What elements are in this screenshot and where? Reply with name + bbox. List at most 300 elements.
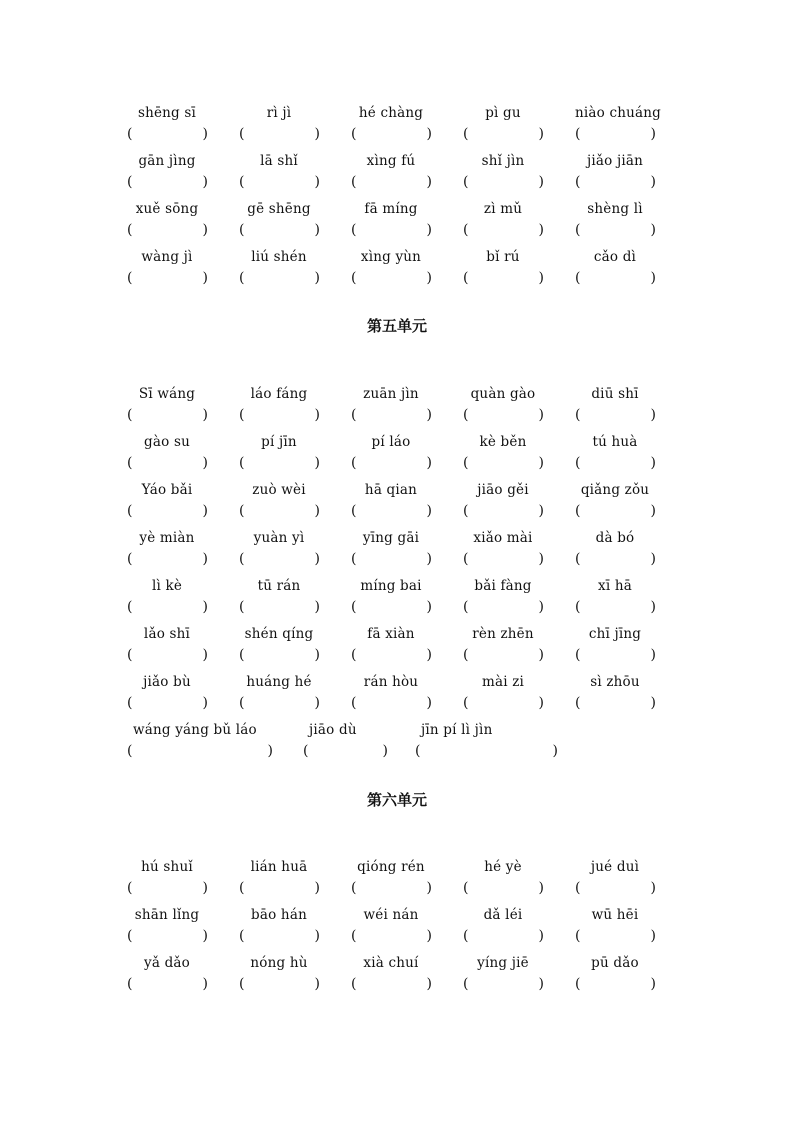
pinyin-label: niào chuáng: [575, 105, 662, 121]
answer-blank[interactable]: [351, 453, 432, 473]
close-bracket: ): [202, 455, 208, 471]
word-row: [127, 152, 672, 200]
open-bracket: (: [351, 976, 357, 992]
open-bracket: (: [351, 928, 357, 944]
answer-blank[interactable]: [127, 220, 208, 240]
open-bracket: (: [127, 407, 133, 423]
pinyin-label: jiāo gěi: [477, 482, 529, 498]
word-row: [127, 625, 672, 673]
answer-blank[interactable]: [575, 974, 656, 994]
close-bracket: ): [202, 174, 208, 190]
close-bracket: ): [426, 976, 432, 992]
answer-blank[interactable]: [239, 926, 320, 946]
word-row: [127, 858, 672, 906]
pinyin-label: xiǎo mài: [473, 530, 533, 546]
close-bracket: ): [538, 174, 544, 190]
pinyin-label: shān lǐng: [134, 907, 200, 923]
close-bracket: ): [426, 647, 432, 663]
pinyin-label: zuān jìn: [363, 386, 419, 402]
close-bracket: ): [202, 880, 208, 896]
pinyin-label: lā shǐ: [260, 153, 298, 169]
open-bracket: (: [127, 976, 133, 992]
pinyin-label: xī hā: [598, 578, 632, 594]
pinyin-label: lì kè: [151, 578, 183, 594]
pinyin-label: dǎ léi: [483, 907, 523, 923]
answer-blank[interactable]: [239, 645, 320, 665]
answer-blank[interactable]: [351, 124, 432, 144]
answer-blank[interactable]: [463, 878, 544, 898]
open-bracket: (: [351, 503, 357, 519]
close-bracket: ): [426, 503, 432, 519]
pinyin-label: jué duì: [590, 859, 640, 875]
answer-blank[interactable]: [575, 172, 656, 192]
open-bracket: (: [463, 270, 469, 286]
open-bracket: (: [351, 126, 357, 142]
pinyin-label: rán hòu: [363, 674, 419, 690]
pinyin-label: pū dǎo: [591, 955, 639, 971]
open-bracket: (: [575, 695, 581, 711]
open-bracket: (: [127, 503, 133, 519]
answer-blank[interactable]: [575, 645, 656, 665]
answer-blank[interactable]: [575, 926, 656, 946]
close-bracket: ): [650, 695, 656, 711]
close-bracket: ): [538, 647, 544, 663]
open-bracket: (: [127, 455, 133, 471]
answer-blank[interactable]: [463, 597, 544, 617]
close-bracket: ): [314, 126, 320, 142]
close-bracket: ): [650, 599, 656, 615]
close-bracket: ): [650, 455, 656, 471]
open-bracket: (: [575, 503, 581, 519]
pinyin-label: kè běn: [479, 434, 527, 450]
close-bracket: ): [426, 599, 432, 615]
pinyin-label: yuàn yì: [253, 530, 305, 546]
open-bracket: (: [351, 455, 357, 471]
close-bracket: ): [202, 503, 208, 519]
close-bracket: ): [314, 551, 320, 567]
close-bracket: ): [426, 695, 432, 711]
pinyin-label: shén qíng: [244, 626, 314, 642]
open-bracket: (: [463, 928, 469, 944]
word-row: [127, 577, 672, 625]
answer-blank[interactable]: [463, 124, 544, 144]
open-bracket: (: [351, 222, 357, 238]
open-bracket: (: [239, 695, 245, 711]
pinyin-label: sì zhōu: [590, 674, 640, 690]
answer-blank[interactable]: [351, 501, 432, 521]
answer-blank[interactable]: [351, 172, 432, 192]
close-bracket: ): [314, 976, 320, 992]
answer-blank[interactable]: [351, 220, 432, 240]
answer-blank[interactable]: [415, 741, 558, 761]
pinyin-label: wáng yáng bǔ láo: [133, 722, 257, 738]
answer-blank[interactable]: [463, 693, 544, 713]
pinyin-label: láo fáng: [250, 386, 308, 402]
open-bracket: (: [239, 174, 245, 190]
answer-blank[interactable]: [127, 974, 208, 994]
open-bracket: (: [463, 407, 469, 423]
open-bracket: (: [239, 270, 245, 286]
close-bracket: ): [538, 551, 544, 567]
close-bracket: ): [426, 126, 432, 142]
pinyin-label: Sī wáng: [138, 386, 196, 402]
open-bracket: (: [351, 647, 357, 663]
open-bracket: (: [351, 174, 357, 190]
close-bracket: ): [314, 455, 320, 471]
close-bracket: ): [426, 455, 432, 471]
answer-blank[interactable]: [127, 878, 208, 898]
answer-blank[interactable]: [351, 974, 432, 994]
close-bracket: ): [650, 928, 656, 944]
close-bracket: ): [314, 880, 320, 896]
close-bracket: ): [202, 551, 208, 567]
open-bracket: (: [575, 407, 581, 423]
close-bracket: ): [314, 174, 320, 190]
answer-blank[interactable]: [127, 926, 208, 946]
open-bracket: (: [575, 126, 581, 142]
open-bracket: (: [351, 551, 357, 567]
answer-blank[interactable]: [351, 268, 432, 288]
open-bracket: (: [463, 503, 469, 519]
word-row: [127, 481, 672, 529]
answer-blank[interactable]: [351, 405, 432, 425]
pinyin-label: jiǎo jiān: [586, 153, 644, 169]
open-bracket: (: [351, 880, 357, 896]
answer-blank[interactable]: [127, 268, 208, 288]
open-bracket: (: [239, 599, 245, 615]
answer-blank[interactable]: [239, 453, 320, 473]
answer-blank[interactable]: [463, 974, 544, 994]
open-bracket: (: [239, 880, 245, 896]
answer-blank[interactable]: [575, 124, 656, 144]
answer-blank[interactable]: [575, 501, 656, 521]
close-bracket: ): [538, 407, 544, 423]
open-bracket: (: [239, 551, 245, 567]
close-bracket: ): [538, 599, 544, 615]
word-row: [127, 673, 672, 721]
answer-blank[interactable]: [463, 501, 544, 521]
close-bracket: ): [538, 270, 544, 286]
word-row: [127, 529, 672, 577]
open-bracket: (: [575, 928, 581, 944]
close-bracket: ): [314, 928, 320, 944]
open-bracket: (: [463, 976, 469, 992]
close-bracket: ): [538, 222, 544, 238]
pinyin-label: hú shuǐ: [141, 859, 193, 875]
close-bracket: ): [426, 928, 432, 944]
close-bracket: ): [552, 743, 558, 759]
answer-blank[interactable]: [127, 597, 208, 617]
pinyin-label: jīn pí lì jìn: [421, 722, 493, 738]
pinyin-label: gào su: [144, 434, 190, 450]
answer-blank[interactable]: [239, 597, 320, 617]
open-bracket: (: [127, 551, 133, 567]
pinyin-label: hā qian: [364, 482, 418, 498]
close-bracket: ): [314, 407, 320, 423]
word-row: [127, 248, 672, 296]
open-bracket: (: [127, 880, 133, 896]
open-bracket: (: [575, 647, 581, 663]
pinyin-label: xìng fú: [366, 153, 416, 169]
open-bracket: (: [127, 647, 133, 663]
pinyin-label: bǎi fàng: [474, 578, 532, 594]
open-bracket: (: [239, 647, 245, 663]
pinyin-label: gē shēng: [247, 201, 311, 217]
pinyin-label: pí jīn: [261, 434, 297, 450]
pinyin-label: dà bó: [595, 530, 635, 546]
answer-blank[interactable]: [239, 878, 320, 898]
word-grid: [127, 104, 672, 296]
answer-blank[interactable]: [351, 645, 432, 665]
answer-blank[interactable]: [575, 268, 656, 288]
open-bracket: (: [239, 455, 245, 471]
pinyin-label: qiǎng zǒu: [580, 482, 650, 498]
pinyin-label: rì jì: [266, 105, 292, 121]
pinyin-label: xià chuí: [363, 955, 419, 971]
open-bracket: (: [575, 880, 581, 896]
close-bracket: ): [426, 270, 432, 286]
pinyin-label: rèn zhēn: [472, 626, 534, 642]
pinyin-label: yīng gāi: [362, 530, 420, 546]
pinyin-label: pì gu: [485, 105, 521, 121]
answer-blank[interactable]: [351, 597, 432, 617]
answer-blank[interactable]: [351, 878, 432, 898]
answer-blank[interactable]: [575, 597, 656, 617]
open-bracket: (: [463, 880, 469, 896]
pinyin-label: qióng rén: [357, 859, 425, 875]
close-bracket: ): [314, 270, 320, 286]
open-bracket: (: [463, 647, 469, 663]
close-bracket: ): [538, 503, 544, 519]
answer-blank[interactable]: [351, 926, 432, 946]
close-bracket: ): [538, 880, 544, 896]
close-bracket: ): [314, 222, 320, 238]
pinyin-label: hé yè: [484, 859, 522, 875]
answer-blank[interactable]: [463, 172, 544, 192]
pinyin-label: shèng lì: [587, 201, 643, 217]
open-bracket: (: [463, 126, 469, 142]
pinyin-label: yíng jiē: [477, 955, 529, 971]
answer-blank[interactable]: [127, 172, 208, 192]
pinyin-label: bāo hán: [251, 907, 307, 923]
answer-blank[interactable]: [463, 645, 544, 665]
answer-blank[interactable]: [239, 405, 320, 425]
answer-blank[interactable]: [239, 693, 320, 713]
pinyin-label: chī jīng: [588, 626, 642, 642]
close-bracket: ): [202, 928, 208, 944]
open-bracket: (: [239, 222, 245, 238]
close-bracket: ): [202, 407, 208, 423]
answer-blank[interactable]: [575, 453, 656, 473]
section-title: 第五单元: [366, 317, 427, 335]
pinyin-label: tū rán: [257, 578, 301, 594]
pinyin-label: wàng jì: [141, 249, 193, 265]
open-bracket: (: [351, 599, 357, 615]
pinyin-label: bǐ rú: [486, 249, 520, 265]
close-bracket: ): [650, 126, 656, 142]
open-bracket: (: [303, 743, 309, 759]
open-bracket: (: [239, 976, 245, 992]
answer-blank[interactable]: [463, 549, 544, 569]
pinyin-label: mài zi: [481, 674, 525, 690]
pinyin-label: wéi nán: [363, 907, 419, 923]
open-bracket: (: [463, 599, 469, 615]
pinyin-label: hé chàng: [358, 105, 424, 121]
answer-blank[interactable]: [127, 693, 208, 713]
open-bracket: (: [127, 695, 133, 711]
pinyin-label: shǐ jìn: [481, 153, 525, 169]
answer-blank[interactable]: [575, 549, 656, 569]
close-bracket: ): [538, 695, 544, 711]
answer-blank[interactable]: [575, 693, 656, 713]
close-bracket: ): [202, 270, 208, 286]
open-bracket: (: [351, 407, 357, 423]
open-bracket: (: [575, 551, 581, 567]
close-bracket: ): [314, 599, 320, 615]
open-bracket: (: [463, 455, 469, 471]
answer-blank[interactable]: [127, 741, 273, 761]
answer-blank[interactable]: [351, 549, 432, 569]
answer-blank[interactable]: [127, 645, 208, 665]
answer-blank[interactable]: [127, 405, 208, 425]
answer-blank[interactable]: [239, 268, 320, 288]
open-bracket: (: [127, 599, 133, 615]
word-row: [127, 906, 672, 954]
close-bracket: ): [650, 174, 656, 190]
answer-blank[interactable]: [239, 974, 320, 994]
answer-blank[interactable]: [239, 172, 320, 192]
section-title: 第六单元: [366, 791, 427, 809]
close-bracket: ): [538, 455, 544, 471]
answer-blank[interactable]: [463, 405, 544, 425]
close-bracket: ): [650, 976, 656, 992]
pinyin-label: huáng hé: [246, 674, 312, 690]
word-row: [127, 385, 672, 433]
pinyin-label: míng bai: [360, 578, 422, 594]
close-bracket: ): [538, 928, 544, 944]
open-bracket: (: [463, 174, 469, 190]
pinyin-label: gān jìng: [138, 153, 196, 169]
open-bracket: (: [239, 928, 245, 944]
pinyin-label: liú shén: [251, 249, 307, 265]
close-bracket: ): [314, 503, 320, 519]
answer-blank[interactable]: [463, 220, 544, 240]
pinyin-label: quàn gào: [470, 386, 536, 402]
open-bracket: (: [239, 407, 245, 423]
open-bracket: (: [575, 976, 581, 992]
open-bracket: (: [127, 743, 133, 759]
answer-blank[interactable]: [127, 501, 208, 521]
close-bracket: ): [650, 551, 656, 567]
close-bracket: ): [650, 880, 656, 896]
close-bracket: ): [538, 126, 544, 142]
open-bracket: (: [127, 270, 133, 286]
pinyin-label: yǎ dǎo: [144, 955, 190, 971]
answer-blank[interactable]: [127, 124, 208, 144]
answer-blank[interactable]: [463, 268, 544, 288]
close-bracket: ): [650, 270, 656, 286]
close-bracket: ): [426, 407, 432, 423]
pinyin-label: shēng sī: [137, 105, 197, 121]
close-bracket: ): [426, 174, 432, 190]
pinyin-label: xìng yùn: [360, 249, 422, 265]
answer-blank[interactable]: [127, 453, 208, 473]
pinyin-label: yè miàn: [139, 530, 195, 546]
close-bracket: ): [267, 743, 273, 759]
answer-blank[interactable]: [575, 405, 656, 425]
answer-blank[interactable]: [239, 549, 320, 569]
pinyin-label: zuò wèi: [252, 482, 306, 498]
pinyin-label: jiāo dù: [309, 722, 357, 738]
answer-blank[interactable]: [351, 693, 432, 713]
pinyin-label: Yáo bǎi: [141, 482, 193, 498]
pinyin-label: pí láo: [371, 434, 411, 450]
pinyin-label: wū hēi: [591, 907, 639, 923]
pinyin-label: jiǎo bù: [143, 674, 191, 690]
answer-blank[interactable]: [463, 453, 544, 473]
open-bracket: (: [127, 126, 133, 142]
open-bracket: (: [575, 222, 581, 238]
answer-blank[interactable]: [303, 741, 388, 761]
word-grid: [127, 858, 672, 1002]
close-bracket: ): [202, 976, 208, 992]
pinyin-label: fā xiàn: [367, 626, 415, 642]
close-bracket: ): [314, 647, 320, 663]
pinyin-label: tú huà: [592, 434, 638, 450]
open-bracket: (: [415, 743, 421, 759]
close-bracket: ): [202, 222, 208, 238]
open-bracket: (: [575, 270, 581, 286]
open-bracket: (: [575, 174, 581, 190]
open-bracket: (: [463, 222, 469, 238]
answer-blank[interactable]: [463, 926, 544, 946]
word-row: [127, 954, 672, 1002]
close-bracket: ): [382, 743, 388, 759]
answer-blank[interactable]: [239, 501, 320, 521]
open-bracket: (: [239, 503, 245, 519]
pinyin-label: cǎo dì: [593, 249, 637, 265]
open-bracket: (: [127, 928, 133, 944]
pinyin-label: nóng hù: [250, 955, 308, 971]
open-bracket: (: [463, 695, 469, 711]
close-bracket: ): [202, 647, 208, 663]
close-bracket: ): [650, 647, 656, 663]
word-row: [127, 200, 672, 248]
pinyin-label: diū shī: [591, 386, 639, 402]
close-bracket: ): [202, 599, 208, 615]
word-row: [127, 433, 672, 481]
idiom-row: [127, 721, 672, 769]
close-bracket: ): [650, 222, 656, 238]
open-bracket: (: [127, 174, 133, 190]
close-bracket: ): [426, 222, 432, 238]
answer-blank[interactable]: [239, 124, 320, 144]
open-bracket: (: [351, 695, 357, 711]
answer-blank[interactable]: [239, 220, 320, 240]
pinyin-label: xuě sōng: [135, 201, 199, 217]
pinyin-label: lǎo shī: [143, 626, 191, 642]
open-bracket: (: [575, 599, 581, 615]
answer-blank[interactable]: [575, 220, 656, 240]
answer-blank[interactable]: [127, 549, 208, 569]
close-bracket: ): [538, 976, 544, 992]
close-bracket: ): [650, 503, 656, 519]
pinyin-label: zì mǔ: [483, 201, 523, 217]
open-bracket: (: [575, 455, 581, 471]
close-bracket: ): [314, 695, 320, 711]
open-bracket: (: [127, 222, 133, 238]
answer-blank[interactable]: [575, 878, 656, 898]
